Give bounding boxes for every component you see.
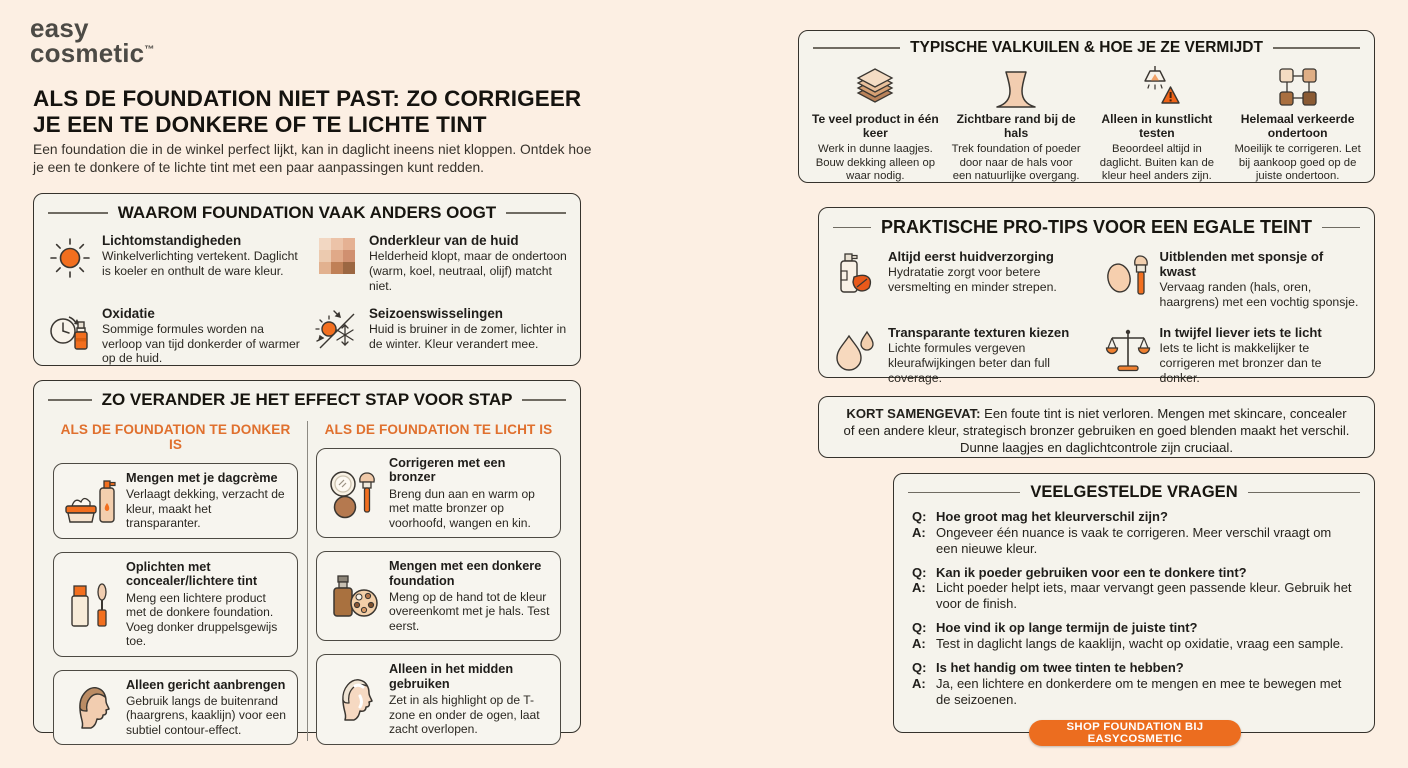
change-effect-panel — [33, 380, 581, 737]
faq-item-powder — [912, 565, 1356, 613]
why-item-undertone — [313, 233, 568, 294]
faq-answer: Licht poeder helpt iets, maar vervangt geen passende kleur. Gebruik het voor de finish. — [936, 580, 1352, 612]
question-label: Q: — [912, 620, 927, 636]
day-cream-icon — [63, 476, 119, 526]
card-lighten-concealer — [53, 552, 298, 657]
brand-line2: cosmetic — [30, 37, 145, 68]
too-dark-column — [44, 415, 307, 745]
faq-answer: Test in daglicht langs de kaaklijn, wacht op oxidatie, vraag een sample. — [936, 636, 1344, 652]
why-item-text: Helderheid klopt, maar de ondertoon (warm, koel, neutraal, olijf) matcht niet. — [369, 249, 567, 293]
artificial-light-icon — [1091, 64, 1224, 110]
tip-text: Lichte formules vergeven kleurafwijkingen beter dan full coverage. — [888, 341, 1051, 385]
tip-title: Transparante texturen kiezen — [888, 325, 1070, 340]
page-intro: Een foundation die in de winkel perfect lijkt, kan in daglicht ineens niet kloppen. Ontdek hoe je een te donkere of te lichte tint met een paar aanpassingen kunt redden. — [33, 142, 592, 175]
faq-question: Hoe vind ik op lange termijn de juiste tint? — [936, 620, 1198, 636]
steps-columns — [34, 413, 580, 755]
skincare-icon — [833, 249, 879, 310]
tip-sheer-textures — [833, 325, 1089, 386]
brand-line1: easy — [30, 13, 89, 43]
pitfalls-row — [799, 60, 1374, 192]
faq-question: Hoe groot mag het kleurverschil zijn? — [936, 509, 1168, 524]
card-title: Mengen met een donkere foundation — [389, 559, 542, 588]
sponge-brush-icon — [1105, 249, 1151, 310]
pitfall-text: Beoordeel altijd in daglicht. Buiten kan de kleur heel anders zijn. — [1099, 143, 1215, 183]
too-dark-header: ALS DE FOUNDATION TE DONKER IS — [60, 422, 291, 452]
faq-list — [894, 505, 1374, 707]
card-title: Mengen met je dagcrème — [126, 471, 278, 485]
skin-swatch-icon — [313, 233, 361, 294]
tip-rather-too-light — [1105, 325, 1361, 386]
why-item-text: Sommige formules worden na verloop van tijd donkerder of warmer op de huid. — [102, 321, 300, 366]
shop-foundation-button[interactable]: SHOP FOUNDATION BIJ EASYCOSMETIC — [1029, 720, 1241, 746]
pitfall-too-much-product — [809, 64, 942, 184]
tip-skincare-first — [833, 249, 1089, 310]
why-item-text: Winkelverlichting vertekent. Daglicht is koeler en onthult de ware kleur. — [102, 249, 298, 278]
tip-text: Iets te licht is makkelijker te corrigeren met bronzer dan te donker. — [1159, 341, 1322, 385]
summary-text: Een foute tint is niet verloren. Mengen met skincare, concealer of een andere kleur, strategisch bronzer gebruiken en goed blenden maakt het verschil. Dunne laagjes en daglichtcontrole zijn cruciaal. — [843, 406, 1350, 456]
oxidation-clock-icon — [46, 306, 94, 367]
layers-icon — [809, 64, 942, 110]
why-grid — [34, 226, 580, 372]
why-item-title: Oxidatie — [102, 305, 155, 321]
card-text: Meng een lichtere product met de donkere foundation. Voeg donker druppelsgewijs toe. — [126, 590, 278, 649]
pro-tips-panel — [818, 207, 1375, 385]
pitfall-text: Werk in dunne laagjes. Bouw dekking alleen op waar nodig. — [815, 143, 936, 183]
card-text: Zet in als highlight op de T-zone en onder de ogen, laat zacht overlopen. — [389, 693, 540, 737]
why-item-text: Huid is bruiner in de zomer, lichter in de winter. Kleur verandert mee. — [369, 321, 567, 351]
faq-answer: Ja, een lichtere en donkerdere om te mengen en mee te bewegen met de seizoenen. — [936, 675, 1342, 707]
summary-panel — [818, 396, 1375, 458]
pitfall-title: Te veel product in één keer — [811, 112, 939, 140]
card-mix-day-cream — [53, 463, 298, 539]
card-text: Verlaagt dekking, verzacht de kleur, maakt het transparanter. — [126, 487, 285, 531]
undertone-swatches-icon — [1231, 64, 1364, 110]
why-item-title: Lichtomstandigheden — [102, 233, 242, 248]
pitfall-title: Alleen in kunstlicht testen — [1101, 112, 1213, 140]
trademark-symbol: ™ — [144, 44, 155, 56]
sun-icon — [46, 233, 94, 294]
tip-blend-sponge-brush — [1105, 249, 1361, 310]
faq-item-long-term — [912, 620, 1356, 652]
face-highlight-icon — [326, 672, 382, 726]
bronzer-compact-icon — [326, 467, 382, 519]
too-light-header: ALS DE FOUNDATION TE LICHT IS — [324, 422, 553, 437]
tip-title: In twijfel liever iets te licht — [1159, 325, 1322, 340]
faq-question: Kan ik poeder gebruiken voor een te donkere tint? — [936, 564, 1247, 580]
seasons-icon — [313, 306, 361, 367]
faq-panel — [893, 473, 1375, 733]
question-label: Q: — [912, 509, 927, 524]
pitfall-visible-neck-line — [950, 64, 1083, 184]
pitfall-text: Trek foundation of poeder door naar de hals voor een natuurlijke overgang. — [951, 143, 1081, 183]
card-mix-darker-foundation — [316, 551, 561, 641]
question-label: Q: — [912, 564, 927, 580]
tip-title: Uitblenden met sponsje of kwast — [1159, 249, 1324, 279]
why-item-seasons — [313, 306, 568, 367]
pitfalls-panel-title: TYPISCHE VALKUILEN & HOE JE ZE VERMIJDT — [799, 31, 1374, 60]
card-title: Alleen gericht aanbrengen — [126, 677, 286, 692]
why-foundation-looks-different-panel — [33, 193, 581, 366]
why-item-oxidation — [46, 306, 301, 367]
pitfall-title: Helemaal verkeerde ondertoon — [1240, 112, 1355, 140]
brand-logo — [30, 13, 155, 68]
faq-panel-title: VEELGESTELDE VRAGEN — [894, 474, 1374, 505]
card-correct-bronzer — [316, 448, 561, 538]
why-item-light-conditions — [46, 233, 301, 294]
answer-label: A: — [912, 524, 926, 540]
concealer-icon — [63, 578, 119, 630]
card-text: Gebruik langs de buitenrand (haargrens, kaaklijn) voor een subtiel contour-effect. — [126, 693, 286, 737]
scale-icon — [1105, 325, 1151, 386]
page-title: ALS DE FOUNDATION NIET PAST: ZO CORRIGEER JE EEN TE DONKERE OF TE LICHTE TINT — [33, 86, 582, 138]
pitfalls-panel — [798, 30, 1375, 183]
protips-panel-title: PRAKTISCHE PRO-TIPS VOOR EEN EGALE TEINT — [819, 208, 1374, 241]
neck-icon — [950, 64, 1083, 110]
pitfall-wrong-undertone — [1231, 64, 1364, 184]
tip-title: Altijd eerst huidverzorging — [888, 249, 1054, 264]
pitfall-artificial-light — [1091, 64, 1224, 184]
card-title: Corrigeren met een bronzer — [389, 456, 506, 485]
tips-grid — [819, 241, 1374, 394]
answer-label: A: — [912, 580, 926, 596]
summary-label: KORT SAMENGEVAT: — [846, 406, 981, 421]
tip-text: Vervaag randen (hals, oren, haargrens) met een vochtig sponsje. — [1159, 280, 1359, 309]
pitfall-text: Moeilijk te corrigeren. Let bij aankoop goed op de juiste ondertoon. — [1234, 143, 1361, 183]
dark-foundation-icon — [326, 570, 382, 622]
too-light-column — [307, 415, 570, 745]
tip-text: Hydratatie zorgt voor betere versmelting en minder strepen. — [888, 265, 1057, 294]
face-contour-icon — [63, 680, 119, 734]
faq-question: Is het handig om twee tinten te hebben? — [936, 659, 1184, 675]
faq-answer: Ongeveer één nuance is vaak te corrigeren. Meer verschil vraagt om een nieuwe kleur. — [936, 524, 1332, 556]
why-panel-title: WAAROM FOUNDATION VAAK ANDERS OOGT — [34, 194, 580, 226]
why-item-title: Onderkleur van de huid — [369, 233, 519, 248]
why-item-title: Seizoenswisselingen — [369, 305, 503, 321]
pitfall-title: Zichtbare rand bij de hals — [956, 112, 1076, 140]
answer-label: A: — [912, 675, 926, 691]
answer-label: A: — [912, 636, 926, 652]
card-targeted-application — [53, 670, 298, 746]
card-title: Alleen in het midden gebruiken — [389, 662, 514, 691]
droplets-icon — [833, 325, 879, 386]
column-divider — [307, 421, 308, 741]
card-center-only — [316, 654, 561, 744]
card-title: Oplichten met concealer/lichtere tint — [126, 559, 258, 589]
card-text: Meng op de hand tot de kleur overeenkomt met je hals. Test eerst. — [389, 589, 550, 633]
faq-item-color-difference — [912, 509, 1356, 557]
card-text: Breng dun aan en warm op met matte bronzer op voorhoofd, wangen en kin. — [389, 486, 535, 530]
faq-item-two-shades — [912, 660, 1356, 708]
question-label: Q: — [912, 659, 927, 675]
steps-panel-title: ZO VERANDER JE HET EFFECT STAP VOOR STAP — [34, 381, 580, 413]
